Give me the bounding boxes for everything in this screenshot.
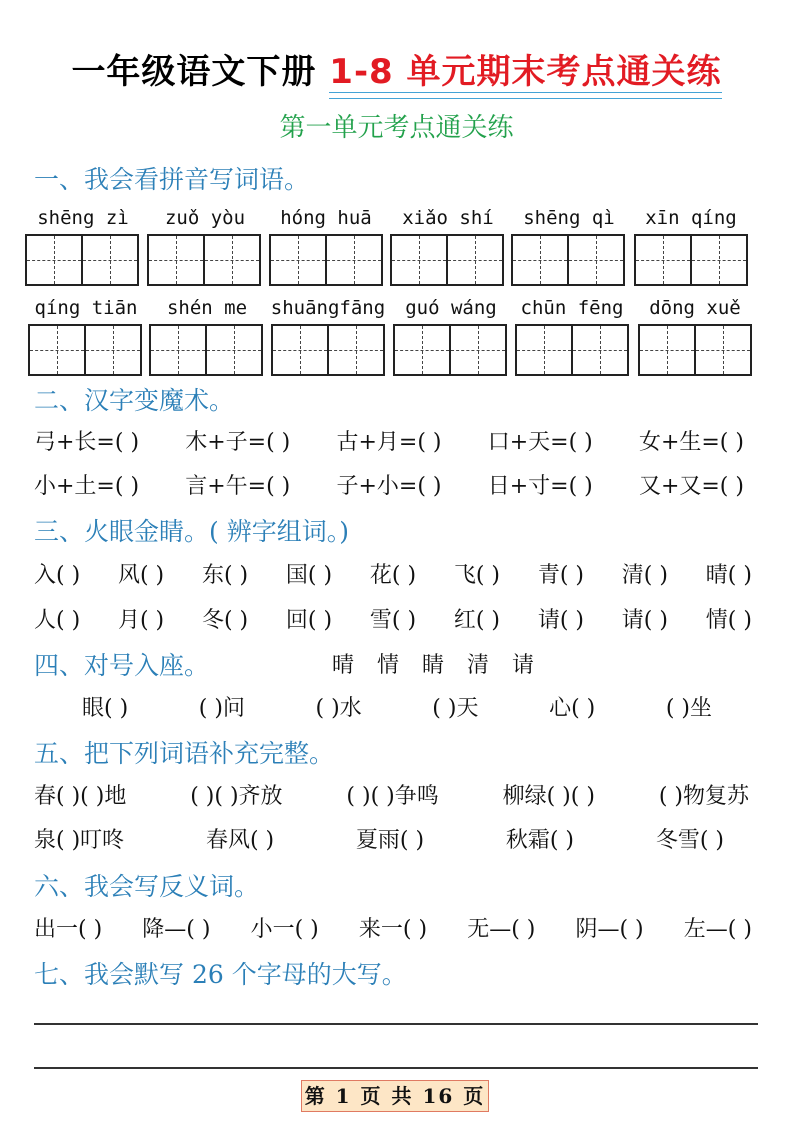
antonym-item[interactable]: 小一( ) — [250, 917, 319, 942]
pinyin-label: dōng xuě — [649, 297, 741, 319]
section-5-heading: 五、把下列词语补充完整。 — [34, 739, 335, 768]
combine-item[interactable]: 日+寸=( ) — [487, 474, 593, 499]
unit-subtitle: 第一单元考点通关练 — [279, 113, 514, 143]
section-2-heading: 二、汉字变魔术。 — [34, 386, 235, 415]
match-item[interactable]: 眼( ) — [82, 696, 129, 721]
match-item[interactable]: ( )水 — [315, 696, 362, 721]
word-group-item[interactable]: 入( ) — [34, 563, 81, 588]
writing-grid[interactable] — [271, 324, 385, 376]
phrase-item[interactable]: 春风( ) — [205, 828, 275, 853]
char-combine-row — [34, 469, 744, 500]
word-group-item[interactable]: 清( ) — [621, 563, 668, 588]
phrase-complete-row — [34, 823, 724, 854]
match-row — [82, 691, 712, 722]
word-group-row — [34, 558, 752, 589]
antonym-item[interactable]: 出一( ) — [34, 917, 103, 942]
writing-grid[interactable] — [634, 234, 748, 286]
writing-grid[interactable] — [147, 234, 261, 286]
word-group-item[interactable]: 红( ) — [453, 608, 501, 633]
pinyin-label: guó wáng — [405, 297, 497, 319]
word-group-item[interactable]: 青( ) — [537, 563, 584, 588]
word-group-item[interactable]: 情( ) — [705, 608, 752, 633]
word-group-item[interactable]: 东( ) — [201, 563, 249, 588]
match-item[interactable]: 心( ) — [549, 696, 596, 721]
phrase-item[interactable]: 泉( )叮咚 — [34, 828, 125, 853]
word-group-item[interactable]: 国( ) — [285, 563, 333, 588]
antonym-item[interactable]: 无—( ) — [467, 917, 536, 942]
writing-grid[interactable] — [638, 324, 752, 376]
section-1-heading: 一、我会看拼音写词语。 — [34, 165, 310, 194]
pinyin-label: shēng zì — [37, 207, 129, 229]
writing-grid[interactable] — [25, 234, 139, 286]
combine-item[interactable]: 言+午=( ) — [185, 474, 291, 499]
section-7-heading: 七、我会默写 26 个字母的大写。 — [34, 960, 407, 989]
word-group-row — [34, 603, 752, 634]
title-units: 1-8 单元期末考点通关练 — [329, 44, 721, 93]
writing-grid[interactable] — [390, 234, 504, 286]
phrase-item[interactable]: 柳绿( )( ) — [502, 784, 595, 809]
match-item[interactable]: ( )天 — [432, 696, 479, 721]
word-group-item[interactable]: 回( ) — [285, 608, 333, 633]
section-3-heading: 三、火眼金睛。( 辨字组词。) — [34, 517, 349, 546]
combine-item[interactable]: 小+土=( ) — [34, 474, 140, 499]
pinyin-label: qíng tiān — [34, 297, 138, 319]
phrase-item[interactable]: 冬雪( ) — [655, 828, 724, 853]
pinyin-label: shuāngfāng — [270, 297, 386, 319]
match-item[interactable]: ( )问 — [198, 696, 245, 721]
word-group-item[interactable]: 请( ) — [537, 608, 584, 633]
phrase-item[interactable]: 夏雨( ) — [355, 828, 425, 853]
writing-grid[interactable] — [149, 324, 263, 376]
writing-line[interactable] — [34, 1067, 758, 1069]
combine-item[interactable]: 弓+长=( ) — [34, 430, 140, 455]
antonym-item[interactable]: 降—( ) — [142, 917, 211, 942]
pinyin-label: chūn fēng — [520, 297, 624, 319]
page-indicator: 第 1 页 共 16 页 — [301, 1080, 489, 1112]
combine-item[interactable]: 口+天=( ) — [487, 430, 593, 455]
section-6-heading: 六、我会写反义词。 — [34, 872, 260, 901]
combine-item[interactable]: 木+子=( ) — [185, 430, 291, 455]
word-group-item[interactable]: 人( ) — [34, 608, 81, 633]
word-group-item[interactable]: 雪( ) — [369, 608, 417, 633]
title-grade: 一年级语文下册 — [71, 52, 317, 92]
combine-item[interactable]: 子+小=( ) — [336, 474, 442, 499]
pinyin-label: shēng qì — [523, 207, 615, 229]
pinyin-label: zuǒ yòu — [164, 207, 246, 229]
writing-grid[interactable] — [515, 324, 629, 376]
antonym-row — [34, 912, 752, 943]
page-title — [0, 44, 793, 93]
writing-grid[interactable] — [393, 324, 507, 376]
phrase-item[interactable]: ( )( )争鸣 — [346, 784, 439, 809]
antonym-item[interactable]: 来一( ) — [358, 917, 428, 942]
combine-item[interactable]: 女+生=( ) — [638, 430, 744, 455]
writing-grid[interactable] — [511, 234, 625, 286]
phrase-item[interactable]: ( )( )齐放 — [190, 784, 283, 809]
phrase-item[interactable]: 秋霜( ) — [505, 828, 575, 853]
match-item[interactable]: ( )坐 — [665, 696, 712, 721]
combine-item[interactable]: 古+月=( ) — [336, 430, 442, 455]
choice-characters: 晴 情 睛 清 请 — [332, 653, 542, 678]
phrase-complete-row — [34, 779, 749, 810]
antonym-item[interactable]: 左—( ) — [683, 917, 752, 942]
char-combine-row — [34, 425, 744, 456]
section-4-heading: 四、对号入座。 — [34, 651, 210, 680]
phrase-item[interactable]: ( )物复苏 — [658, 784, 749, 809]
phrase-item[interactable]: 春( )( )地 — [34, 784, 127, 809]
word-group-item[interactable]: 飞( ) — [453, 563, 501, 588]
combine-item[interactable]: 又+又=( ) — [638, 474, 744, 499]
writing-grid[interactable] — [28, 324, 142, 376]
writing-grid[interactable] — [269, 234, 383, 286]
word-group-item[interactable]: 花( ) — [369, 563, 417, 588]
pinyin-label: xiǎo shí — [402, 207, 494, 229]
word-group-item[interactable]: 晴( ) — [705, 563, 752, 588]
word-group-item[interactable]: 月( ) — [117, 608, 165, 633]
word-group-item[interactable]: 请( ) — [621, 608, 668, 633]
pinyin-label: xīn qíng — [645, 207, 737, 229]
word-group-item[interactable]: 冬( ) — [201, 608, 249, 633]
word-group-item[interactable]: 风( ) — [117, 563, 165, 588]
antonym-item[interactable]: 阴—( ) — [575, 917, 644, 942]
pinyin-label: hóng huā — [280, 207, 372, 229]
writing-line[interactable] — [34, 1023, 758, 1025]
pinyin-label: shén me — [166, 297, 248, 319]
